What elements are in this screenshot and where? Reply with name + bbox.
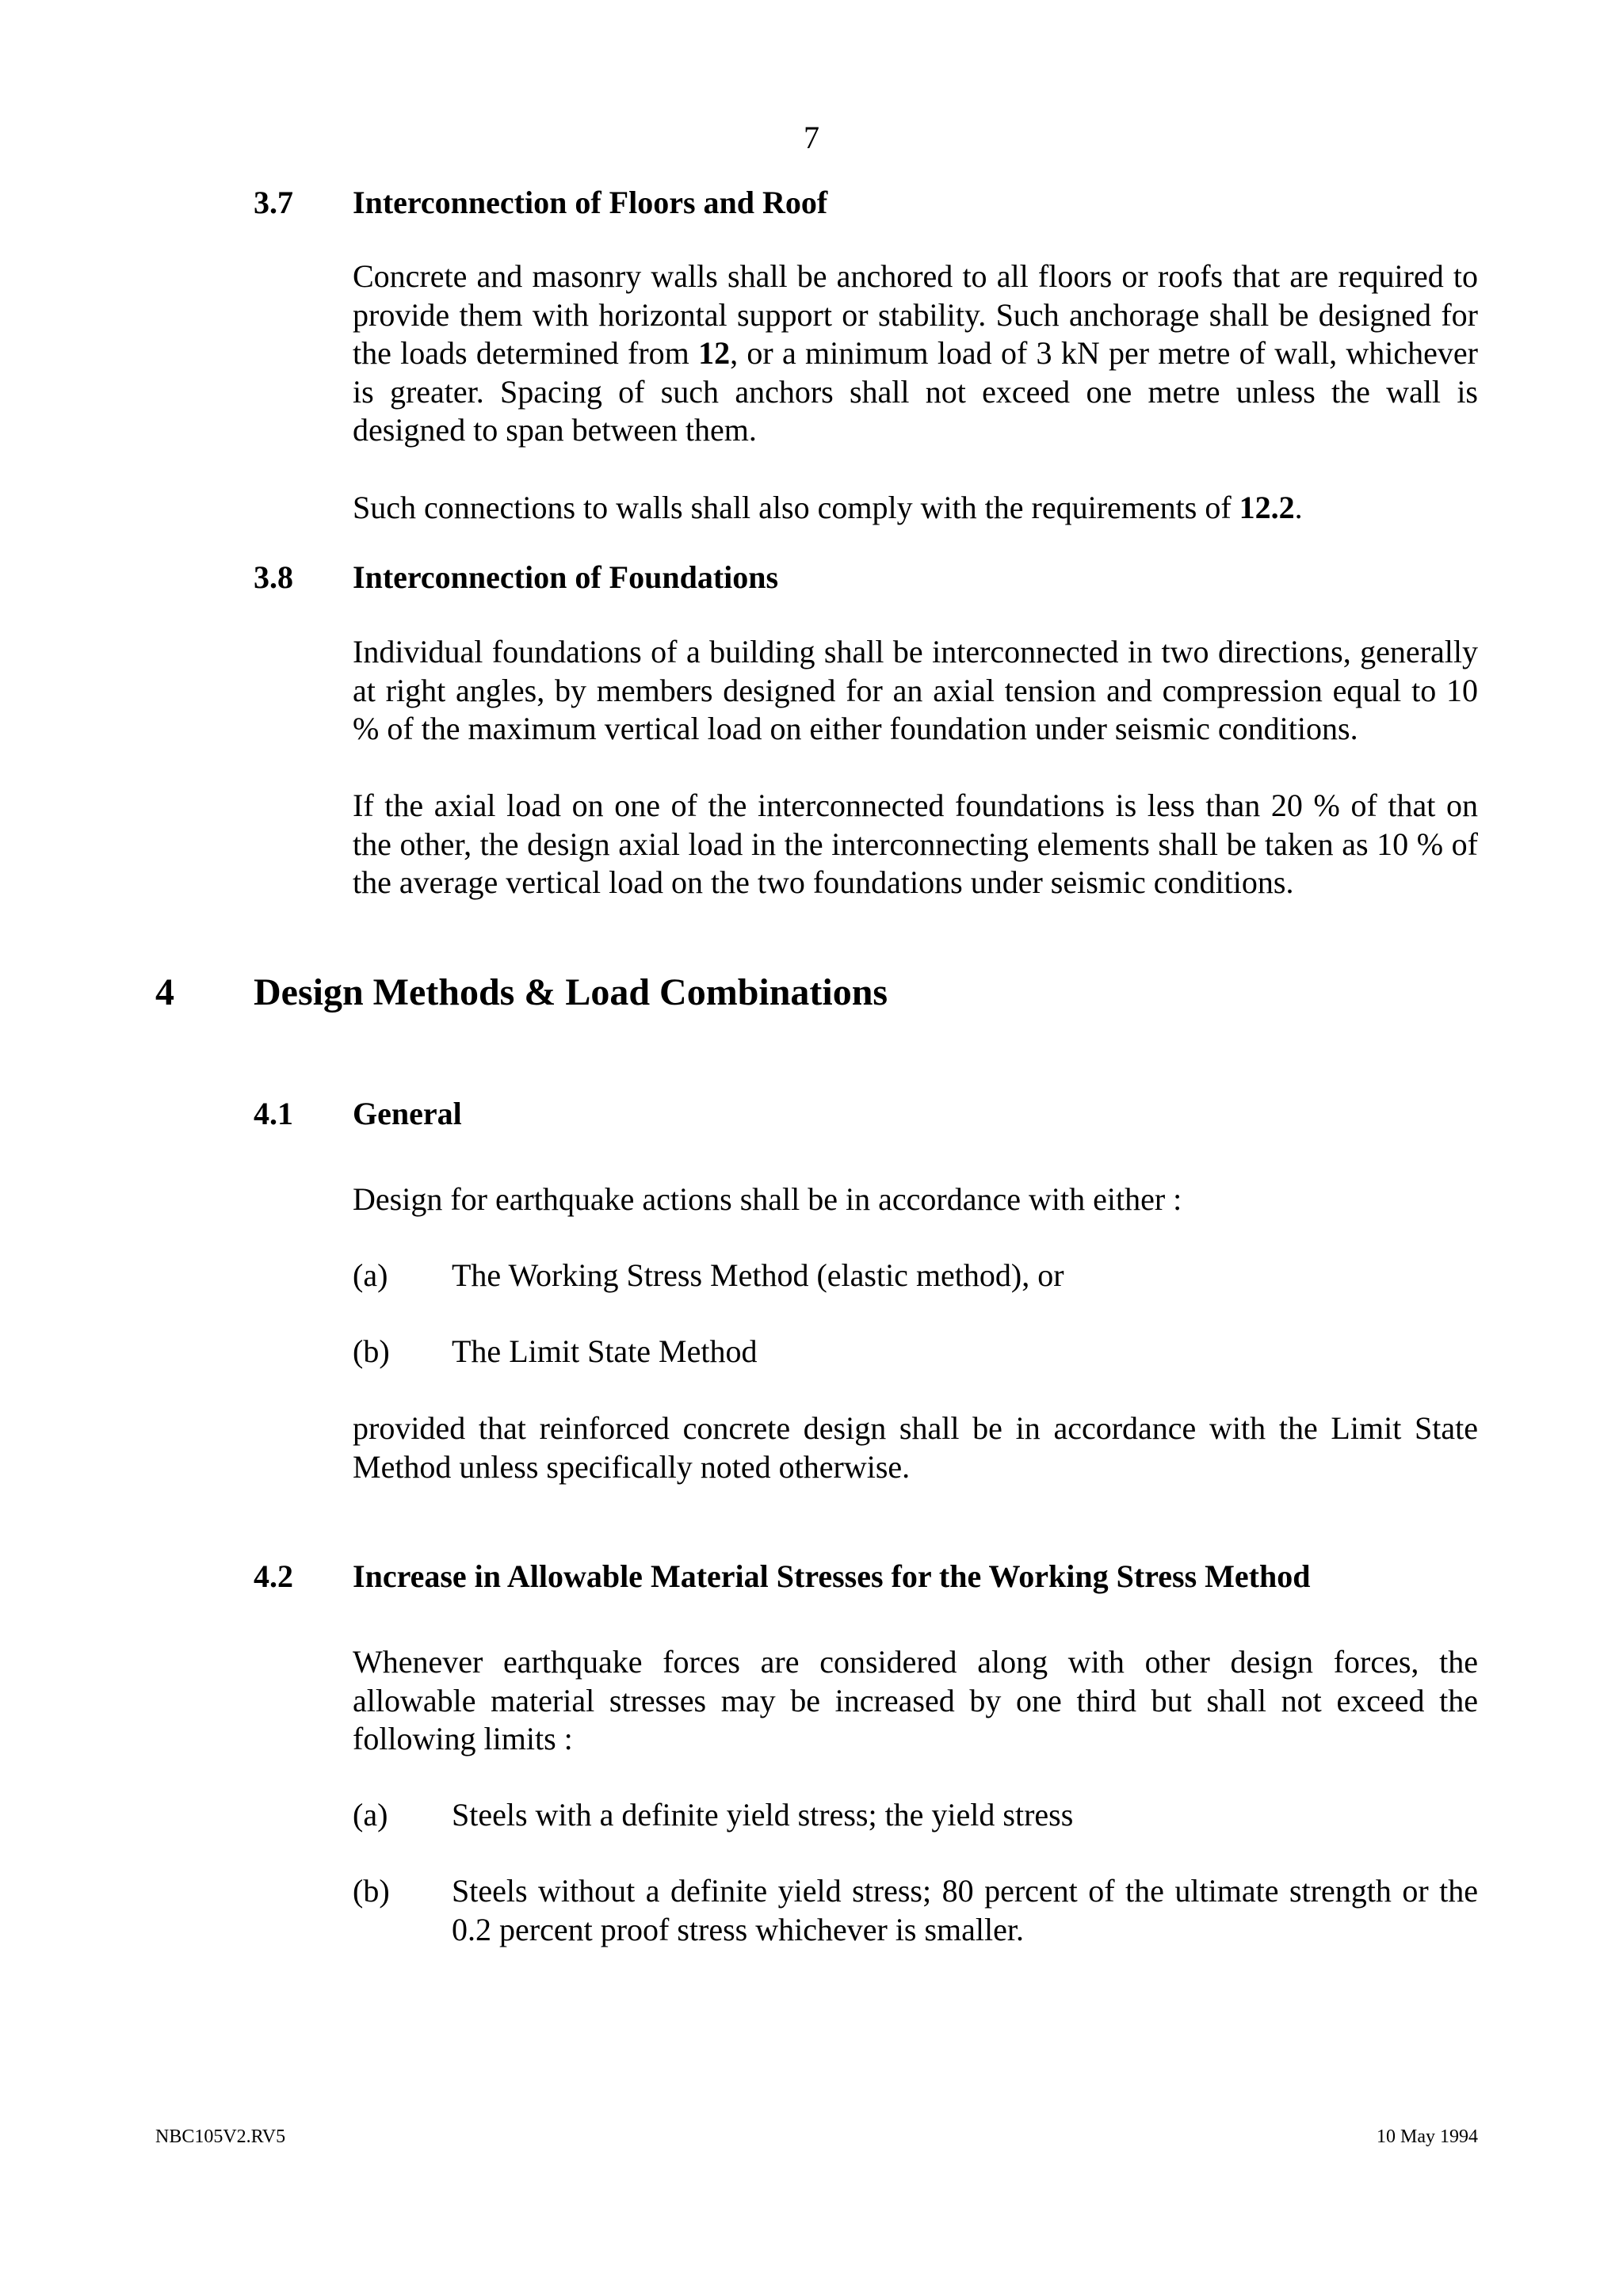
text-line: Whenever earthquake forces are considered along with other design forces, the: [353, 1644, 1478, 1680]
section-3-8-paragraph-1: [353, 633, 1478, 749]
list-item-text: [452, 1333, 1478, 1371]
text-line: at right angles, by members designed for an axial tension and compression equal to 10: [353, 672, 1478, 708]
section-3-7-number: 3.7: [254, 185, 293, 220]
section-4-2-title: Increase in Allowable Material Stresses for the Working Stress Method: [353, 1558, 1311, 1594]
text-run: the loads determined from: [353, 335, 699, 371]
list-item-text: [452, 1257, 1478, 1295]
text-line: [353, 334, 1478, 373]
text-line: designed to span between them.: [353, 412, 757, 448]
text-line: allowable material stresses may be increased by one third but shall not exceed the: [353, 1682, 1478, 1718]
page-number: 7: [804, 120, 819, 155]
section-4-1-number: 4.1: [254, 1096, 293, 1131]
text-line: % of the maximum vertical load on either foundation under seismic conditions.: [353, 711, 1358, 746]
section-3-8-number: 3.8: [254, 559, 293, 595]
footer-date: 10 May 1994: [1377, 2126, 1478, 2147]
text-line: Steels without a definite yield stress; 80 percent of the ultimate strength or the: [452, 1873, 1478, 1909]
text-line: Individual foundations of a building shall be interconnected in two directions, generally: [353, 634, 1478, 669]
cross-reference: 12.2: [1239, 490, 1295, 525]
text-line: The Limit State Method: [452, 1333, 758, 1369]
text-line: 0.2 percent proof stress whichever is smaller.: [452, 1911, 1025, 1947]
list-item-text: [452, 1872, 1478, 1949]
text-line: the average vertical load on the two foundations under seismic conditions.: [353, 864, 1294, 900]
section-3-8-title: Interconnection of Foundations: [353, 559, 779, 595]
chapter-4-title: Design Methods & Load Combinations: [254, 971, 888, 1013]
section-4-2-intro: [353, 1643, 1478, 1759]
text-line: is greater. Spacing of such anchors shall not exceed one metre unless the wall is: [353, 373, 1478, 410]
list-item-label: (b): [353, 1333, 390, 1369]
text-line: Design for earthquake actions shall be in accordance with either :: [353, 1181, 1182, 1217]
section-3-7-paragraph-1: [353, 257, 1478, 450]
section-4-2-number: 4.2: [254, 1558, 293, 1594]
section-4-1-closing: [353, 1409, 1478, 1486]
text-line: provide them with horizontal support or stability. Such anchorage shall be designed for: [353, 296, 1478, 333]
list-item-label: (a): [353, 1257, 388, 1293]
section-4-1-title: General: [353, 1096, 462, 1131]
text-line: Concrete and masonry walls shall be anchored to all floors or roofs that are required to: [353, 258, 1478, 294]
text-line: If the axial load on one of the interconnected foundations is less than 20 % of that on: [353, 788, 1478, 823]
text-line: [353, 489, 1478, 528]
section-3-8-paragraph-2: [353, 787, 1478, 902]
text-run: Such connections to walls shall also comply with the requirements of: [353, 490, 1239, 525]
text-run: .: [1294, 490, 1303, 525]
text-line: the other, the design axial load in the interconnecting elements shall be taken as 10 % of: [353, 826, 1478, 862]
list-item-label: (a): [353, 1797, 388, 1833]
text-line: provided that reinforced concrete design shall be in accordance with the Limit State: [353, 1410, 1478, 1446]
section-3-7-paragraph-2: [353, 489, 1478, 528]
section-4-1-intro: [353, 1180, 1478, 1219]
text-line: Method unless specifically noted otherwise.: [353, 1448, 911, 1485]
text-line: Steels with a definite yield stress; the yield stress: [452, 1797, 1074, 1833]
chapter-4-number: 4: [155, 971, 174, 1013]
footer-document-id: NBC105V2.RV5: [155, 2126, 286, 2147]
text-line: The Working Stress Method (elastic method), or: [452, 1257, 1064, 1293]
text-run: , or a minimum load of 3 kN per metre of wall, whichever: [730, 335, 1478, 371]
list-item-label: (b): [353, 1873, 390, 1909]
list-item-text: [452, 1796, 1478, 1835]
cross-reference: 12: [698, 335, 731, 371]
section-3-7-title: Interconnection of Floors and Roof: [353, 185, 828, 220]
text-line: following limits :: [353, 1721, 573, 1756]
